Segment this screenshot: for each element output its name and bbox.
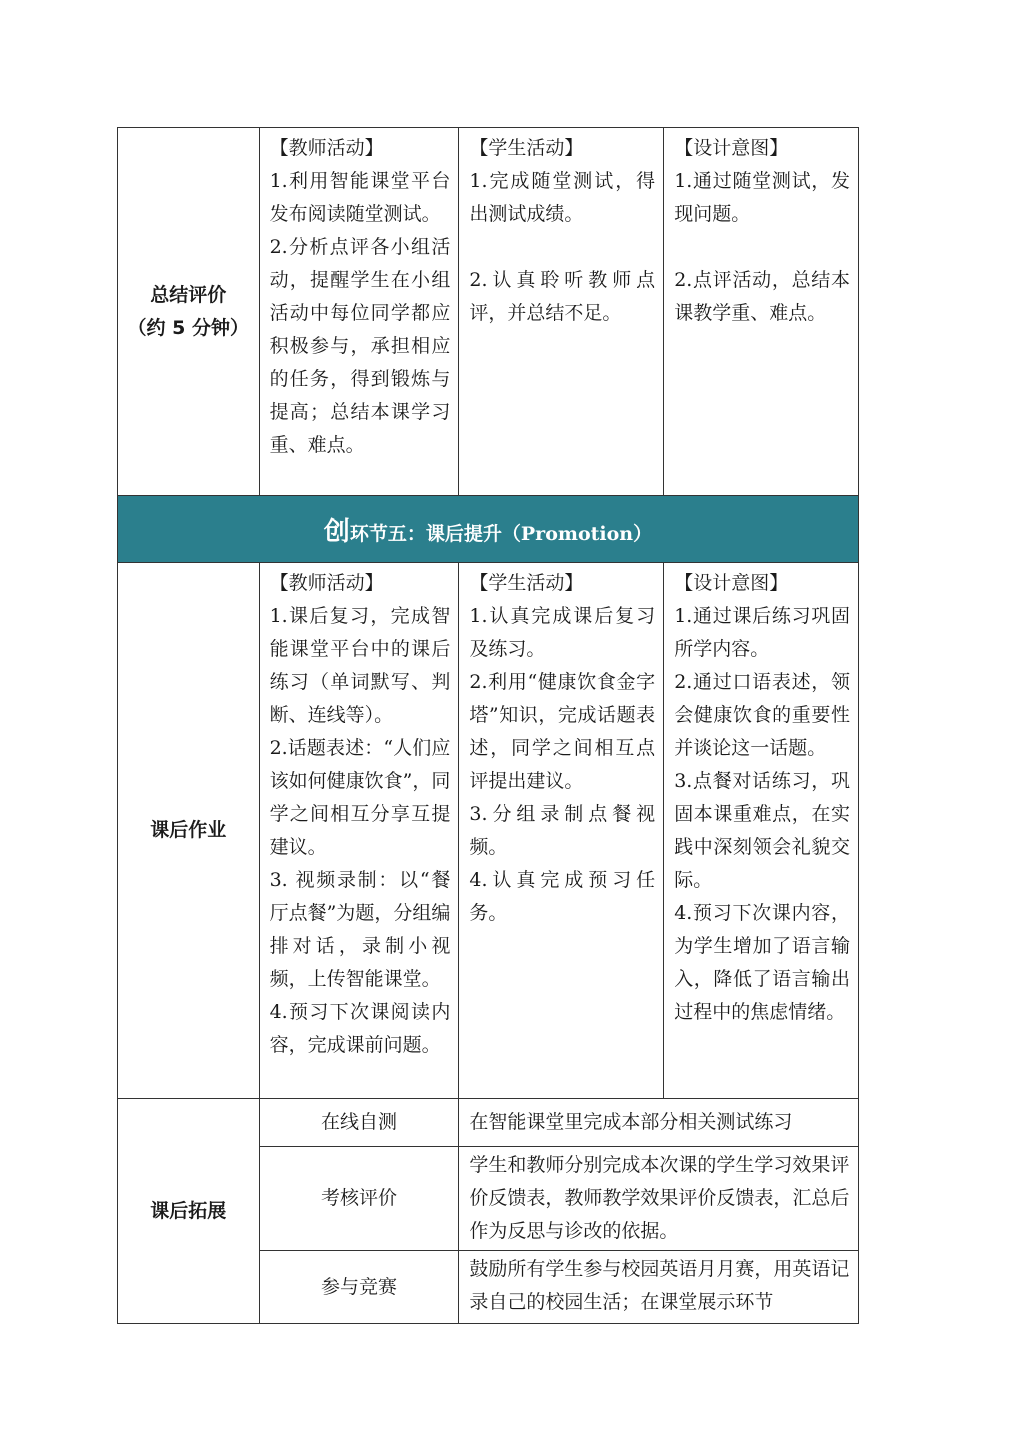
teacher-activity-item: 2.分析点评各小组活动，提醒学生在小组活动中每位同学都应积极参与，承担相应的任务，得到锻炼与提高；总结本课学习重、难点。 <box>269 236 451 456</box>
summary-student-cell <box>459 128 664 496</box>
summary-label <box>118 128 260 496</box>
student-activity-item: 2.认真聆听教师点评，并总结不足。 <box>469 269 656 324</box>
extension-item-desc: 学生和教师分别完成本次课的学生学习效果评价反馈表，教师教学效果评价反馈表，汇总后作为反思与诊改的依据。 <box>459 1147 859 1251</box>
design-intent-item: 1.通过随堂测试，发现问题。 <box>674 170 850 225</box>
extension-item-name: 考核评价 <box>259 1147 459 1251</box>
student-activity-item: 1.认真完成课后复习及练习。 <box>469 605 656 660</box>
teacher-activity-header: 【教师活动】 <box>269 137 384 159</box>
summary-teacher-cell <box>259 128 459 496</box>
homework-design-cell <box>664 563 859 1099</box>
extension-row <box>118 1099 859 1147</box>
extension-item-desc: 鼓励所有学生参与校园英语月月赛，用英语记录自己的校园生活；在课堂展示环节 <box>469 1258 850 1313</box>
design-intent-item: 3.点餐对话练习，巩固本课重难点，在实践中深刻领会礼貌交际。 <box>674 770 850 891</box>
design-intent-header: 【设计意图】 <box>674 572 789 594</box>
teacher-activity-item: 2.话题表述：“人们应该如何健康饮食”，同学之间相互分享互提建议。 <box>269 737 451 858</box>
design-intent-item: 1.通过课后练习巩固所学内容。 <box>674 605 850 660</box>
section-banner-cell <box>118 496 859 563</box>
section-title-end: ） <box>633 522 653 545</box>
homework-teacher-cell <box>259 563 459 1099</box>
homework-label: 课后作业 <box>118 563 260 1099</box>
student-activity-item: 4.认真完成预习任务。 <box>469 869 656 924</box>
section-title-en: Promotion <box>520 522 634 545</box>
homework-row <box>118 563 859 1099</box>
student-activity-item: 1.完成随堂测试，得出测试成绩。 <box>469 170 656 225</box>
teacher-activity-item: 3. 视频录制：以“餐厅点餐”为题，分组编排对话，录制小视频，上传智能课堂。 <box>269 869 451 990</box>
extension-label: 课后拓展 <box>118 1099 260 1324</box>
homework-student-cell <box>459 563 664 1099</box>
teacher-activity-header: 【教师活动】 <box>269 572 384 594</box>
section-title: 环节五：课后提升（ <box>349 522 521 545</box>
section-mark-icon: 创 <box>323 516 350 547</box>
extension-item-desc: 在智能课堂里完成本部分相关测试练习 <box>459 1099 859 1147</box>
lesson-plan-table <box>117 127 859 1324</box>
summary-design-cell <box>664 128 859 496</box>
design-intent-item: 2.点评活动，总结本课教学重、难点。 <box>674 269 850 324</box>
teacher-activity-item: 1.课后复习，完成智能课堂平台中的课后练习（单词默写、判断、连线等）。 <box>269 605 451 726</box>
student-activity-item: 3.分组录制点餐视频。 <box>469 803 656 858</box>
summary-label-title: 总结评价 <box>150 283 227 306</box>
design-intent-item: 4.预习下次课内容，为学生增加了语言输入，降低了语言输出过程中的焦虑情绪。 <box>674 902 850 1023</box>
teacher-activity-item: 1.利用智能课堂平台发布阅读随堂测试。 <box>269 170 451 225</box>
summary-label-duration: （约 5 分钟） <box>127 316 249 339</box>
extension-item-desc-cell <box>459 1251 859 1324</box>
summary-row <box>118 128 859 496</box>
student-activity-item: 2.利用“健康饮食金字塔”知识，完成话题表述，同学之间相互点评提出建议。 <box>469 671 656 792</box>
design-intent-header: 【设计意图】 <box>674 137 789 159</box>
extension-item-name: 在线自测 <box>259 1099 459 1147</box>
student-activity-header: 【学生活动】 <box>469 137 584 159</box>
design-intent-item: 2.通过口语表述，领会健康饮食的重要性并谈论这一话题。 <box>674 671 850 759</box>
student-activity-header: 【学生活动】 <box>469 572 584 594</box>
extension-item-name: 参与竞赛 <box>259 1251 459 1324</box>
teacher-activity-item: 4.预习下次课阅读内容，完成课前问题。 <box>269 1001 451 1056</box>
section-banner <box>118 496 859 563</box>
